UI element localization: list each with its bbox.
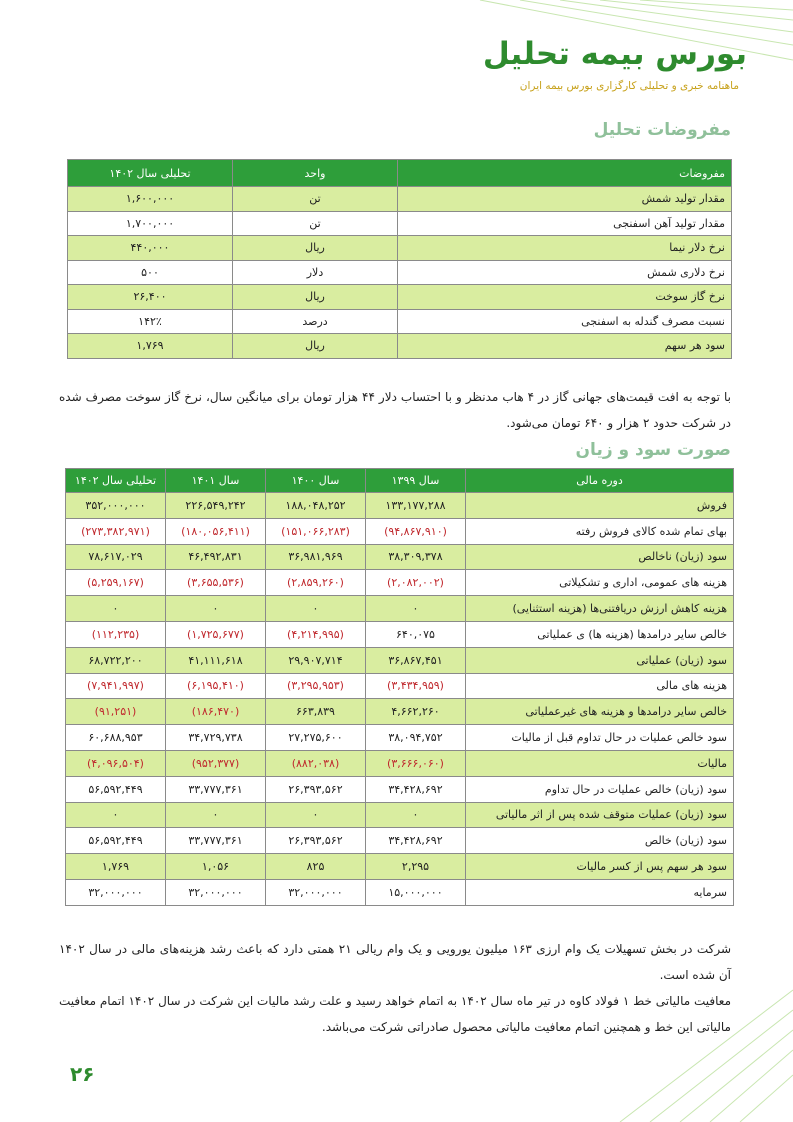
income-row-value: ۰ [66,596,166,622]
assumption-row [68,285,732,310]
col-header-1399: سال ۱۳۹۹ [366,469,466,493]
income-row-label: سود (زیان) خالص عملیات در حال تداوم [466,776,734,802]
income-row [66,854,734,880]
loan-note: شرکت در بخش تسهیلات یک وام ارزی ۱۶۳ میلیون یورویی و یک وام ریالی ۲۱ همتی دارد که باعث رشد هزینه‌های مالی در سال ۱۴۰۲ آن شده است. [59,942,732,982]
assumption-label: نرخ دلار نیما [398,236,732,261]
income-row [66,750,734,776]
assumption-label: نرخ دلاری شمش [398,260,732,285]
income-row-value: (۶,۱۹۵,۴۱۰) [166,673,266,699]
income-row-value: (۹۵۲,۳۷۷) [166,750,266,776]
assumption-row [68,309,732,334]
assumption-row [68,211,732,236]
income-row-value: ۸۲۵ [266,854,366,880]
income-row-value: ۶۴۰,۰۷۵ [366,621,466,647]
assumption-row [68,236,732,261]
assumption-label: سود هر سهم [398,334,732,359]
income-row-value: ۲,۲۹۵ [366,854,466,880]
brand-title: بورس بیمه تحلیل [482,36,747,72]
income-row-value: ۰ [266,802,366,828]
assumptions-title: مفروضات تحلیل [593,120,731,140]
income-row-value: ۲۷,۲۷۵,۶۰۰ [266,725,366,751]
income-row-value: (۲۷۳,۳۸۲,۹۷۱) [66,518,166,544]
income-row-value: (۹۱,۲۵۱) [66,699,166,725]
assumption-unit: ریال [233,285,398,310]
income-row-value: (۴,۰۹۶,۵۰۴) [66,750,166,776]
income-row-value: (۸۸۲,۰۳۸) [266,750,366,776]
assumption-label: مقدار تولید شمش [398,187,732,212]
income-row-value: ۳۶,۹۸۱,۹۶۹ [266,544,366,570]
income-row-value: (۹۴,۸۶۷,۹۱۰) [366,518,466,544]
tax-exemption-note: معافیت مالیاتی خط ۱ فولاد کاوه در تیر ماه سال ۱۴۰۲ به اتمام خواهد رسید و علت رشد مالیات این شرکت در سال ۱۴۰۲ اتمام معافیت مالیاتی این خط و همچنین اتمام معافیت مالیاتی محصول صادراتی شرکت می‌باشد. [59,994,732,1034]
income-row-label: سود خالص عملیات در حال تداوم قبل از مالیات [466,725,734,751]
assumption-value: ۱۴۲٪ [68,309,233,334]
income-row-value: ۲۶,۳۹۳,۵۶۲ [266,828,366,854]
income-row-value: ۱۵,۰۰۰,۰۰۰ [366,879,466,905]
income-header-row [66,469,734,493]
col-header-1400: سال ۱۴۰۰ [266,469,366,493]
col-header-assumption: مفروضات [398,160,732,187]
income-row-value: ۳۲,۰۰۰,۰۰۰ [66,879,166,905]
income-row [66,879,734,905]
gas-price-paragraph: با توجه به افت قیمت‌های جهانی گاز در ۴ هاب مدنظر و با احتساب دلار ۴۴ هزار تومان برای میانگین سال، نرخ گاز سوخت مصرف شده در شرکت حدود ۲ هزار و ۶۴۰ تومان می‌شود. [59,390,732,430]
income-row [66,699,734,725]
assumption-unit: درصد [233,309,398,334]
income-row-value: ۴,۶۶۲,۲۶۰ [366,699,466,725]
income-row-value: ۲۹,۹۰۷,۷۱۴ [266,647,366,673]
assumption-value: ۱,۷۶۹ [68,334,233,359]
assumption-value: ۱,۶۰۰,۰۰۰ [68,187,233,212]
col-header-1401: سال ۱۴۰۱ [166,469,266,493]
income-row-value: ۰ [66,802,166,828]
notes-paragraph [59,936,731,1040]
income-row-value: (۳,۶۶۶,۰۶۰) [366,750,466,776]
assumption-unit: ریال [233,334,398,359]
income-row-value: ۲۲۶,۵۴۹,۲۴۲ [166,493,266,519]
col-header-period: دوره مالی [466,469,734,493]
income-row-value: (۷,۹۴۱,۹۹۷) [66,673,166,699]
assumption-unit: تن [233,187,398,212]
income-row-value: (۱۸۰,۰۵۶,۴۱۱) [166,518,266,544]
income-row-value: ۰ [166,802,266,828]
income-row-value: ۴۶,۴۹۲,۸۳۱ [166,544,266,570]
assumption-value: ۵۰۰ [68,260,233,285]
income-row-value: ۰ [266,596,366,622]
income-row-value: (۵,۲۵۹,۱۶۷) [66,570,166,596]
income-row-value: (۳,۶۵۵,۵۳۶) [166,570,266,596]
assumptions-header-row [68,160,732,187]
brand-subtitle: ماهنامه خبری و تحلیلی کارگزاری بورس بیمه ایران [519,80,739,92]
assumption-unit: دلار [233,260,398,285]
income-row-label: سود (زیان) عملیاتی [466,647,734,673]
income-row-label: هزینه های عمومی، اداری و تشکیلاتی [466,570,734,596]
income-row [66,673,734,699]
income-row-value: ۰ [366,802,466,828]
income-row [66,725,734,751]
income-row [66,828,734,854]
income-row-value: ۳۸,۰۹۴,۷۵۲ [366,725,466,751]
income-row-value: ۳۳,۷۷۷,۳۶۱ [166,828,266,854]
income-row-value: ۶۸,۷۲۲,۲۰۰ [66,647,166,673]
income-row-value: ۲۶,۳۹۳,۵۶۲ [266,776,366,802]
assumption-row [68,334,732,359]
income-row [66,570,734,596]
income-row-value: (۳,۲۹۵,۹۵۳) [266,673,366,699]
assumption-unit: تن [233,211,398,236]
income-row-value: ۴۱,۱۱۱,۶۱۸ [166,647,266,673]
income-row-label: بهای تمام شده کالای فروش رفته [466,518,734,544]
income-row-value: (۱,۷۲۵,۶۷۷) [166,621,266,647]
income-row-value: ۶۰,۶۸۸,۹۵۳ [66,725,166,751]
assumption-value: ۴۴۰,۰۰۰ [68,236,233,261]
income-row-value: ۵۶,۵۹۲,۴۴۹ [66,828,166,854]
income-row-label: هزینه کاهش ارزش دریافتنی‌ها (هزینه استثنایی) [466,596,734,622]
income-row [66,493,734,519]
income-row-value: ۳۲,۰۰۰,۰۰۰ [166,879,266,905]
income-row [66,544,734,570]
income-row-value: ۳۸,۳۰۹,۳۷۸ [366,544,466,570]
income-row-value: (۳,۴۳۴,۹۵۹) [366,673,466,699]
col-header-1402: تحلیلی سال ۱۴۰۲ [66,469,166,493]
income-row-label: سود (زیان) خالص [466,828,734,854]
income-row-label: هزینه های مالی [466,673,734,699]
col-header-analysis-1402: تحلیلی سال ۱۴۰۲ [68,160,233,187]
income-row-value: ۱,۰۵۶ [166,854,266,880]
assumption-unit: ریال [233,236,398,261]
income-row-value: ۰ [166,596,266,622]
income-row-value: (۲,۰۸۲,۰۰۲) [366,570,466,596]
income-row-label: خالص سایر درامدها و هزینه های غیرعملیاتی [466,699,734,725]
income-row-label: سود (زیان) عملیات متوقف شده پس از اثر مالیاتی [466,802,734,828]
income-row [66,647,734,673]
assumption-value: ۱,۷۰۰,۰۰۰ [68,211,233,236]
income-row-value: ۵۶,۵۹۲,۴۴۹ [66,776,166,802]
income-row-value: ۳۴,۴۲۸,۶۹۲ [366,776,466,802]
income-row-label: خالص سایر درامدها (هزینه ها) ی عملیاتی [466,621,734,647]
income-row [66,802,734,828]
income-row-value: ۳۶,۸۶۷,۴۵۱ [366,647,466,673]
income-row [66,596,734,622]
income-row-value: (۱۵۱,۰۶۶,۲۸۳) [266,518,366,544]
income-row-value: ۷۸,۶۱۷,۰۲۹ [66,544,166,570]
col-header-unit: واحد [233,160,398,187]
income-row-value: ۳۲,۰۰۰,۰۰۰ [266,879,366,905]
income-row-label: مالیات [466,750,734,776]
income-row-label: سرمایه [466,879,734,905]
income-row-value: ۶۶۳,۸۳۹ [266,699,366,725]
income-row-value: ۱,۷۶۹ [66,854,166,880]
income-row-value: ۰ [366,596,466,622]
income-row-label: فروش [466,493,734,519]
income-row [66,518,734,544]
income-row-value: (۱۱۲,۲۳۵) [66,621,166,647]
assumption-label: نرخ گاز سوخت [398,285,732,310]
assumption-label: نسبت مصرف گندله به اسفنجی [398,309,732,334]
assumption-row [68,187,732,212]
income-row [66,776,734,802]
income-row-value: (۲,۸۵۹,۲۶۰) [266,570,366,596]
income-row-value: (۴,۲۱۴,۹۹۵) [266,621,366,647]
assumption-row [68,260,732,285]
assumptions-table [67,159,732,359]
income-statement-table [65,468,734,906]
income-row [66,621,734,647]
income-row-label: سود (زیان) ناخالص [466,544,734,570]
income-row-value: ۳۴,۴۲۸,۶۹۲ [366,828,466,854]
income-row-value: ۱۸۸,۰۴۸,۲۵۲ [266,493,366,519]
income-row-value: ۱۳۳,۱۷۷,۲۸۸ [366,493,466,519]
income-row-value: (۱۸۶,۴۷۰) [166,699,266,725]
assumption-value: ۲۶,۴۰۰ [68,285,233,310]
income-row-value: ۳۵۲,۰۰۰,۰۰۰ [66,493,166,519]
page-number: ۲۶ [70,1062,95,1086]
income-row-value: ۳۳,۷۷۷,۳۶۱ [166,776,266,802]
income-statement-title: صورت سود و زیان [575,440,731,460]
assumption-label: مقدار تولید آهن اسفنجی [398,211,732,236]
income-row-value: ۳۴,۷۲۹,۷۳۸ [166,725,266,751]
income-row-label: سود هر سهم پس از کسر مالیات [466,854,734,880]
